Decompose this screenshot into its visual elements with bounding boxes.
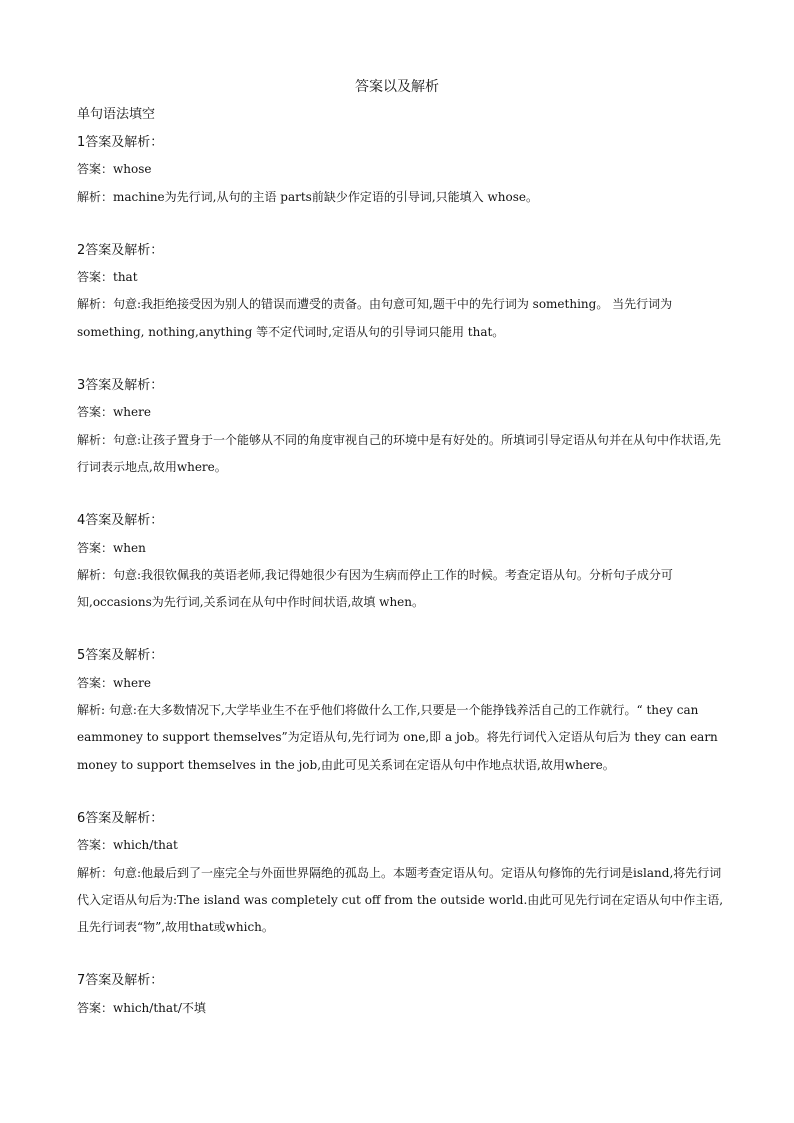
item-heading: 4答案及解析：	[77, 513, 164, 529]
answer-item-2	[77, 237, 727, 346]
item-heading: 6答案及解析：	[77, 810, 164, 826]
answer-item-7	[77, 967, 727, 1022]
item-analysis: 解析: 句意:在大多数情况下,大学毕业生不在乎他们将做什么工作,只要是一个能挣钱养活自己的工作就行。“ they can eammoney to support themselves”为定语从句,先行词为 one,即 a job。将先行词代入定语从句后为 they can earn money to support themselves in the job,由此可见关系词在定语从句中作地点状语,故用where。	[77, 703, 718, 772]
item-heading: 3答案及解析：	[77, 378, 164, 394]
section-heading: 单句语法填空	[77, 107, 156, 122]
item-answer: 答案：where	[77, 675, 151, 690]
item-heading: 1答案及解析：	[77, 135, 164, 150]
answer-item-6	[77, 805, 727, 941]
answer-item-3	[77, 372, 727, 481]
item-answer: 答案：whose	[77, 162, 152, 177]
answer-list	[77, 129, 727, 1048]
item-analysis: 解析：句意:他最后到了一座完全与外面世界隔绝的孤岛上。本题考查定语从句。定语从句修饰的先行词是island,将先行词代入定语从句后为:The island was completely cut off from the outside world.由此可见先行词在定语从句中作主语,且先行词表“物”,故用that或which。	[77, 865, 724, 935]
page-title: 答案以及解析	[355, 79, 439, 95]
answer-item-4	[77, 507, 727, 616]
item-answer: 答案：where	[77, 405, 151, 420]
answer-item-1	[77, 129, 727, 211]
item-analysis: 解析：句意:让孩子置身于一个能够从不同的角度审视自己的环境中是有好处的。所填词引导定语从句并在从句中作状语,先行词表示地点,故用where。	[77, 432, 721, 474]
item-answer: 答案：when	[77, 540, 146, 555]
item-analysis: 解析：句意:我拒绝接受因为别人的错误而遭受的责备。由句意可知,题干中的先行词为 something。 当先行词为 something, nothing,anything 等不定代词时,定语从句的引导词只能用 that。	[77, 297, 673, 339]
item-answer: 答案：that	[77, 270, 138, 285]
answer-item-5	[77, 642, 727, 778]
item-analysis: 解析：machine为先行词,从句的主语 parts前缺少作定语的引导词,只能填入 whose。	[77, 189, 538, 204]
item-answer: 答案：which/that/不填	[77, 1000, 206, 1015]
item-heading: 2答案及解析：	[77, 242, 164, 258]
item-heading: 5答案及解析：	[77, 648, 164, 664]
item-analysis: 解析：句意:我很钦佩我的英语老师,我记得她很少有因为生病而停止工作的时候。考查定语从句。分析句子成分可知,occasions为先行词,关系词在从句中作时间状语,故填 when。	[77, 567, 673, 610]
item-heading: 7答案及解析：	[77, 973, 164, 989]
item-answer: 答案：which/that	[77, 838, 178, 853]
